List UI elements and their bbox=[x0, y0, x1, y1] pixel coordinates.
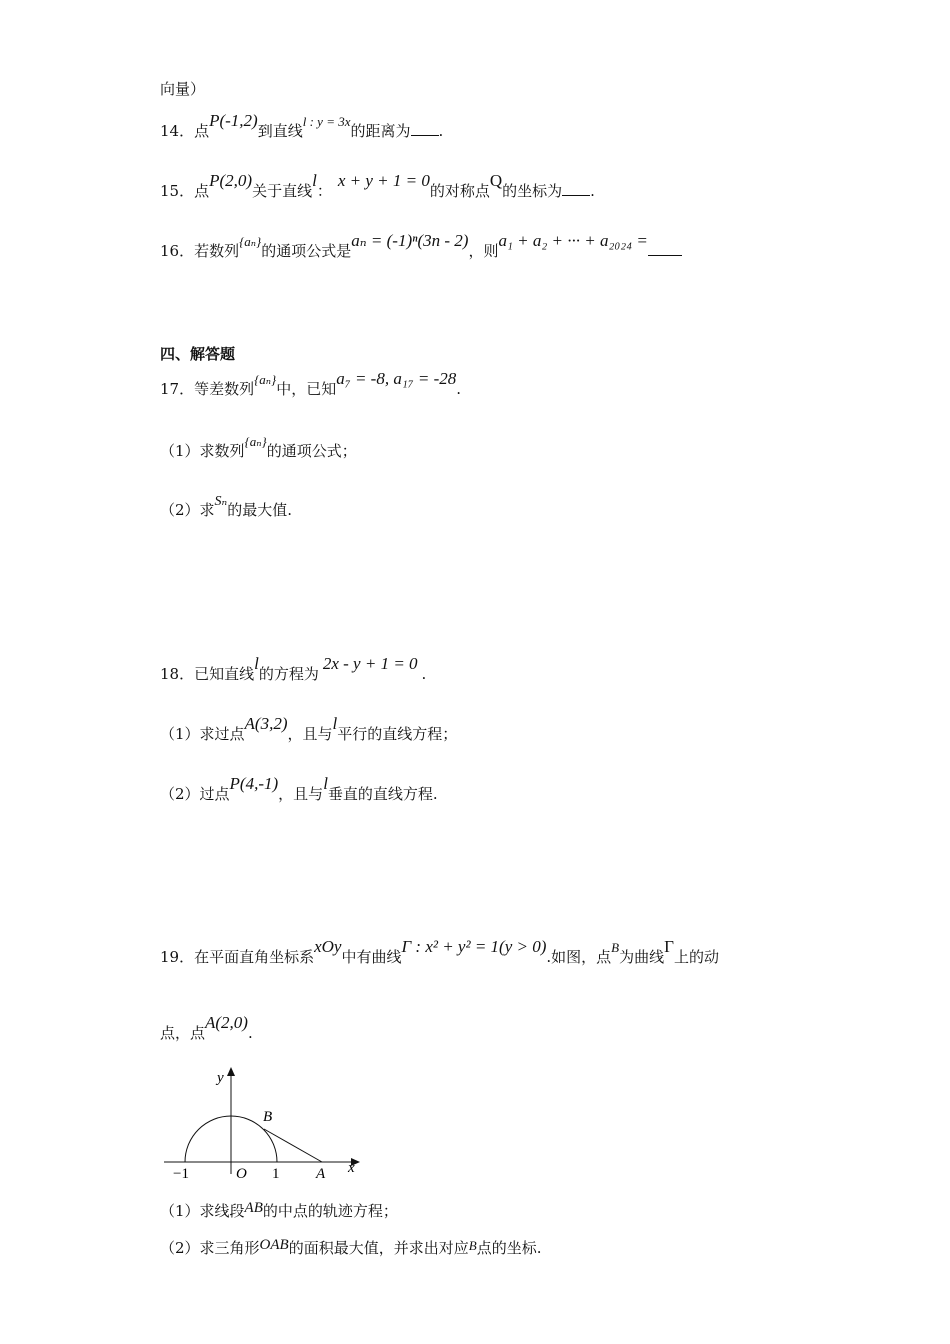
q17-mid: 中，已知 bbox=[276, 380, 337, 398]
q19-line2-end: . bbox=[247, 1024, 253, 1042]
q16-number: 16．若数列 bbox=[160, 242, 240, 260]
y-axis-arrow bbox=[227, 1067, 235, 1076]
q14-mid: 到直线 bbox=[257, 122, 303, 140]
q15-end: . bbox=[590, 182, 595, 200]
q19-p2-text: （2）求三角形 bbox=[160, 1239, 260, 1257]
q18-l: l bbox=[254, 654, 259, 673]
q18-end: . bbox=[421, 665, 427, 683]
q19-p1-ab: AB bbox=[244, 1200, 263, 1216]
q14-end: . bbox=[438, 122, 444, 140]
q19-line2-text: 点，点 bbox=[160, 1024, 206, 1042]
q19-mid: 中有曲线 bbox=[341, 948, 402, 966]
q14-number: 14．点 bbox=[160, 122, 210, 140]
q19-part1 bbox=[160, 1200, 398, 1221]
q19-p2-tail: 点的坐标. bbox=[476, 1239, 542, 1257]
q17-part1 bbox=[160, 434, 357, 461]
q18-part2 bbox=[160, 774, 438, 804]
one-label: 1 bbox=[272, 1166, 280, 1182]
q14-line-eq: l : y = 3x bbox=[302, 114, 351, 129]
q19-sys: xOy bbox=[314, 937, 342, 956]
question-14 bbox=[160, 111, 444, 141]
q19-p2-mid: 的面积最大值，并求出对应 bbox=[288, 1239, 469, 1257]
q19-b: B bbox=[611, 940, 620, 955]
question-17 bbox=[160, 369, 462, 399]
q18-p2-tail: 垂直的直线方程. bbox=[327, 785, 438, 803]
q18-p2-point: P(4,-1) bbox=[229, 774, 279, 793]
q15-point: P(2,0) bbox=[209, 171, 253, 190]
q18-p2-text: （2）过点 bbox=[160, 785, 230, 803]
q17-end: . bbox=[456, 380, 462, 398]
q15-mid2: 的对称点 bbox=[429, 182, 490, 200]
question-18 bbox=[160, 654, 427, 684]
q18-p1-tail: 平行的直线方程； bbox=[337, 725, 458, 743]
q17-given: a₇ = -8, a₁₇ = -28 bbox=[336, 369, 457, 388]
q18-number: 18．已知直线 bbox=[160, 665, 255, 683]
x-label: x bbox=[348, 1160, 355, 1176]
q18-part1 bbox=[160, 714, 458, 744]
q19-mid2: .如图，点 bbox=[546, 948, 612, 966]
section-heading: 四、解答题 bbox=[160, 345, 236, 363]
question-19 bbox=[160, 937, 719, 967]
q18-mid: 的方程为 bbox=[258, 665, 319, 683]
q17-p2-sn: Sₙ bbox=[214, 494, 228, 509]
q15-tail: 的坐标为 bbox=[502, 182, 563, 200]
q17-p1-text: （1）求数列 bbox=[160, 442, 245, 460]
q17-p1-tail: 的通项公式； bbox=[266, 442, 357, 460]
q19-part2 bbox=[160, 1237, 541, 1258]
q18-eq: 2x - y + 1 = 0 bbox=[322, 654, 418, 673]
q15-answer-blank[interactable] bbox=[562, 181, 590, 196]
q18-p1-point: A(3,2) bbox=[244, 714, 288, 733]
q19-curve: Γ : x² + y² = 1(y > 0) bbox=[401, 937, 547, 956]
q16-formula: aₙ = (-1)ⁿ(3n - 2) bbox=[351, 231, 469, 250]
q16-mid2: ，则 bbox=[468, 242, 499, 260]
q19-point-a: A(2,0) bbox=[205, 1013, 248, 1032]
q19-line2 bbox=[160, 1013, 253, 1043]
q15-q: Q bbox=[489, 171, 503, 190]
q14-point: P(-1,2) bbox=[209, 111, 258, 130]
y-label: y bbox=[217, 1070, 224, 1086]
q14-tail: 的距离为 bbox=[350, 122, 411, 140]
b-label: B bbox=[263, 1109, 273, 1125]
q14-answer-blank[interactable] bbox=[411, 121, 439, 136]
q19-tail: 上的动 bbox=[673, 948, 719, 966]
segment-ba bbox=[264, 1129, 322, 1162]
q17-p1-seq: {aₙ} bbox=[244, 434, 267, 449]
q15-l: l bbox=[312, 171, 317, 190]
q18-p2-mid: ，且与 bbox=[278, 785, 324, 803]
q17-seq: {aₙ} bbox=[254, 372, 277, 387]
o-label: O bbox=[236, 1166, 247, 1182]
question-15 bbox=[160, 171, 595, 201]
q19-p1-text: （1）求线段 bbox=[160, 1202, 245, 1220]
q15-colon: ： bbox=[316, 182, 332, 200]
q18-p1-mid: ，且与 bbox=[287, 725, 333, 743]
continued-text: 向量） bbox=[160, 80, 206, 98]
q17-p2-text: （2）求 bbox=[160, 501, 215, 519]
q19-mid3: 为曲线 bbox=[619, 948, 665, 966]
q18-p1-l: l bbox=[332, 714, 338, 733]
q16-mid: 的通项公式是 bbox=[261, 242, 352, 260]
semicircle-figure bbox=[160, 1062, 370, 1182]
q15-line-eq: x + y + 1 = 0 bbox=[337, 171, 430, 190]
q15-mid: 关于直线 bbox=[252, 182, 313, 200]
q17-number: 17．等差数列 bbox=[160, 380, 255, 398]
q18-p2-l: l bbox=[323, 774, 328, 793]
neg1-label: −1 bbox=[173, 1166, 189, 1182]
q16-sum: a₁ + a₂ + ··· + a₂₀₂₄ = bbox=[498, 231, 648, 250]
q19-p2-oab: OAB bbox=[259, 1237, 289, 1253]
q18-p1-text: （1）求过点 bbox=[160, 725, 245, 743]
q19-p1-tail: 的中点的轨迹方程； bbox=[262, 1202, 398, 1220]
q17-part2 bbox=[160, 494, 293, 520]
q15-number: 15．点 bbox=[160, 182, 210, 200]
q17-p2-tail: 的最大值. bbox=[227, 501, 293, 519]
q19-p2-b: B bbox=[468, 1238, 477, 1253]
q16-answer-blank[interactable] bbox=[648, 241, 682, 256]
a-label: A bbox=[316, 1166, 326, 1182]
q16-seq: {aₙ} bbox=[239, 234, 262, 249]
q19-number: 19．在平面直角坐标系 bbox=[160, 948, 315, 966]
question-16 bbox=[160, 231, 682, 261]
q19-gamma: Γ bbox=[664, 937, 674, 956]
